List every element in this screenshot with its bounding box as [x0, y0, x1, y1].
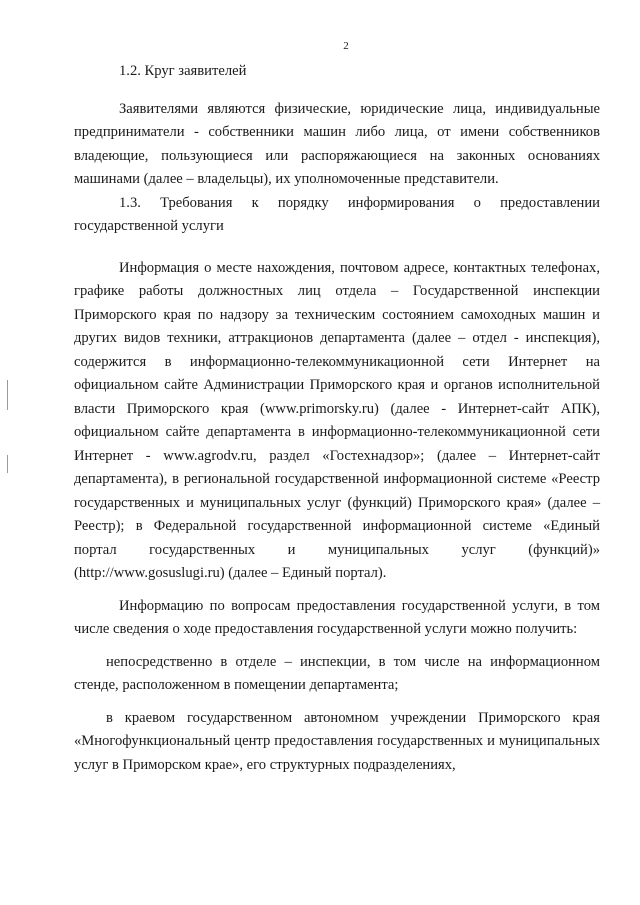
list-item-department: непосредственно в отделе – инспекции, в том числе на информационном стенде, расположенном в помещении департамента; [74, 653, 600, 693]
section-heading-informing: 1.3. Требования к порядку информирования о предоставлении государственной услуги [74, 194, 600, 234]
paragraph-applicants: Заявителями являются физические, юридические лица, индивидуальные предприниматели - собственники машин либо лица, от имени собственников владеющие, пользующиеся или распоряжающиеся на законных основаниях машинами (далее – владельцы), их уполномоченные представители. [74, 100, 600, 187]
page-number: 2 [343, 40, 349, 52]
scan-edge-mark [7, 380, 8, 410]
list-item-mfc: в краевом государственном автономном учреждении Приморского края «Многофункциональный центр предоставления государственных и муниципальных услуг в Приморском крае», его структурных подразделениях, [74, 709, 600, 773]
section-heading-applicants: 1.2. Круг заявителей [119, 63, 247, 79]
document-body [74, 60, 600, 777]
paragraph-how-to-obtain: Информацию по вопросам предоставления государственной услуги, в том числе сведения о ходе предоставления государственной услуги можно получить: [74, 597, 600, 637]
scan-edge-mark [7, 455, 8, 473]
paragraph-contact-info: Информация о месте нахождения, почтовом адресе, контактных телефонах, графике работы должностных лиц отдела – Государственной инспекции Приморского края по надзору за техническим состоянием самоходных машин и других видов техники, аттракционов департамента (далее – отдел - инспекция), содержится в информационно-телекоммуникационной сети Интернет на официальном сайте Администрации Приморского края и органов исполнительной власти Приморского края (www.primorsky.ru) (далее - Интернет-сайт АПК), официальном сайте департамента в информационно-телекоммуникационной сети Интернет - www.agrodv.ru, раздел «Гостехнадзор»; (далее – Интернет-сайт департамента), в региональной государственной информационной системе «Реестр государственных и муниципальных услуг (функций) Приморского края» (далее – Реестр); в Федеральной государственной информационной системе «Единый портал государственных и муниципальных услуг (функций)» (http://www.gosuslugi.ru) (далее – Единый портал). [74, 259, 600, 581]
